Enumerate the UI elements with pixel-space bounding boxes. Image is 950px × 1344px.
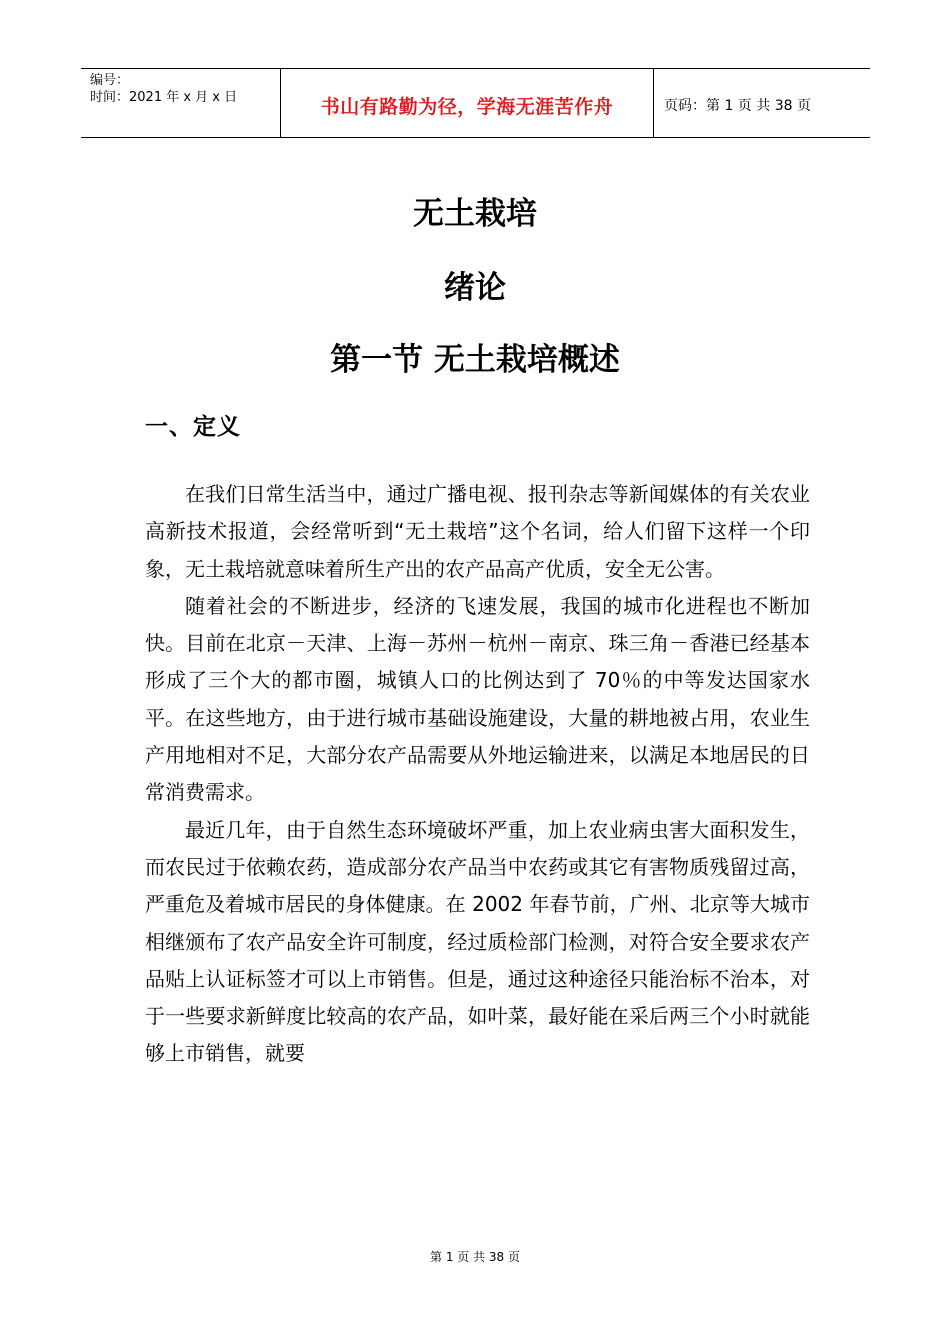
definition-heading: 一、定义	[145, 414, 241, 440]
section-title: 第一节 无土栽培概述	[330, 342, 620, 378]
header-page-info: 页码：第 1 页 共 38 页	[664, 98, 811, 114]
main-title: 无土栽培	[413, 196, 537, 232]
paragraph: 最近几年，由于自然生态环境破坏严重，加上农业病虫害大面积发生，而农民过于依赖农药，造成部分农产品当中农药或其它有害物质残留过高，严重危及着城市居民的身体健康。在 2002 年春节前，广州、北京等大城市相继颁布了农产品安全许可制度，经过质检部门检测，对符合安全要求农产品贴上认证标签才可以上市销售。但是，通过这种途径只能治标不治本，对于一些要求新鲜度比较高的农产品，如叶菜，最好能在采后两三个小时就能够上市销售，就要	[145, 817, 810, 1066]
header-meta	[81, 69, 281, 137]
header-motto: 书山有路勤为径，学海无涯苦作舟	[281, 69, 654, 137]
page-header	[81, 68, 870, 138]
body-text	[145, 476, 810, 1073]
time-label: 时间：2021 年 x 月 x 日	[90, 90, 238, 105]
page-footer: 第 1 页 共 38 页	[430, 1250, 520, 1264]
paragraph: 在我们日常生活当中，通过广播电视、报刊杂志等新闻媒体的有关农业高新技术报道，会经常听到“无土栽培”这个名词，给人们留下这样一个印象，无土栽培就意味着所生产出的农产品高产优质，安全无公害。	[145, 482, 810, 581]
chapter-title: 绪论	[444, 270, 506, 306]
number-label: 编号：	[90, 73, 130, 88]
paragraph: 随着社会的不断进步，经济的飞速发展，我国的城市化进程也不断加快。目前在北京－天津、上海－苏州－杭州－南京、珠三角－香港已经基本形成了三个大的都市圈，城镇人口的比例达到了 70％的中等发达国家水平。在这些地方，由于进行城市基础设施建设，大量的耕地被占用，农业生产用地相对不足，大部分农产品需要从外地运输进来，以满足本地居民的日常消费需求。	[145, 593, 810, 805]
